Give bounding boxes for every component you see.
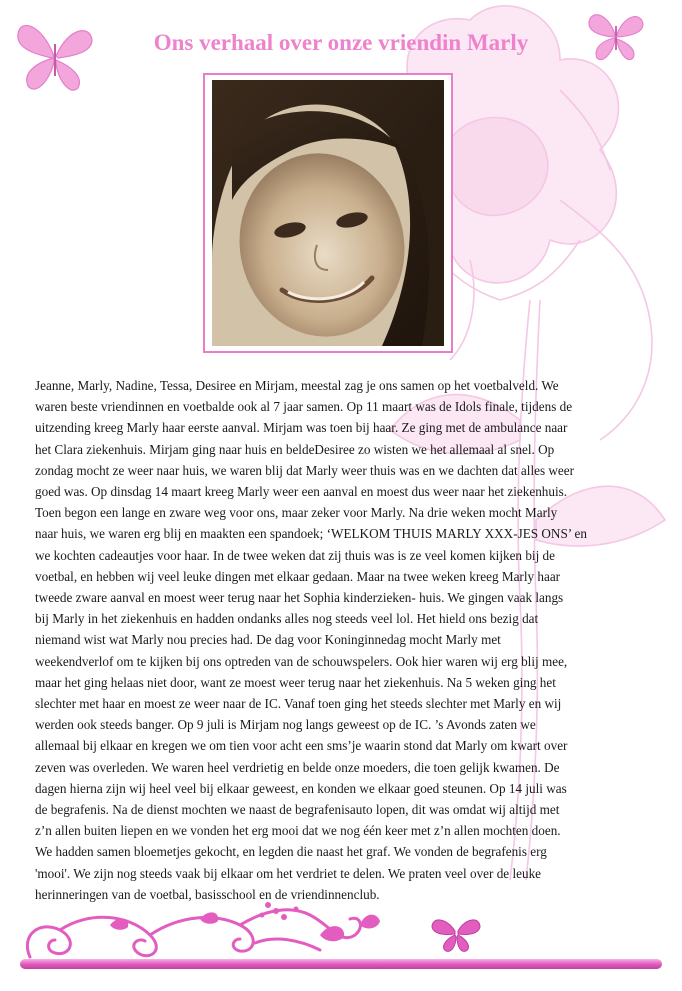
butterfly-icon (432, 920, 480, 951)
page-title: Ons verhaal over onze vriendin Marly (153, 30, 529, 55)
story-line: Toen begon een lange en zware weg voor ons, maar zeker voor Marly. Na drie weken mocht Marly (35, 505, 558, 521)
story-line: voetbal, en hebben wij veel leuke dingen met elkaar gedaan. Maar na twee weken kreeg Marly haar (35, 568, 561, 584)
story-line: zondag mocht ze weer naar huis, we waren blij dat Marly weer thuis was en we dachten dat alles weer (35, 462, 575, 478)
story-line: goed was. Op dinsdag 14 maart kreeg Marly weer een aanval en moest dus weer naar het ziekenhuis. (35, 484, 568, 500)
butterfly-icon (12, 14, 96, 100)
story-line: de begrafenis. Na de dienst mochten we naast de begrafenisauto lopen, dit was omdat wij altijd met (35, 802, 560, 818)
story-line: allemaal bij elkaar en kregen we om tien voor acht een sms’je waarin stond dat Marly om kwart over (35, 738, 568, 754)
story-line: dagen hierna zijn wij heel veel bij elkaar geweest, en konden we elkaar goed steunen. Op 14 juli was (35, 780, 567, 796)
photo-frame (203, 73, 453, 353)
swirl-ornament (0, 895, 682, 991)
story-text (35, 375, 647, 905)
story-line: niemand wist wat Marly nou precies had. De dag voor Koninginnedag mocht Marly met (35, 632, 501, 648)
story-line: weekendverlof om te kijken bij ons optreden van de schouwspelers. Ook hier waren wij erg blij mee, (35, 653, 568, 669)
story-line: herinneringen van de voetbal, basisschool en de vriendinnenclub. (35, 886, 380, 902)
story-line: bij Marly in het ziekenhuis en hadden ondanks alles nog steeds veel lol. Het hield ons bezig dat (35, 611, 539, 627)
story-line: slechter met haar en moest ze weer naar de IC. Vanaf toen ging het steeds slechter met Marly en wij (35, 696, 562, 712)
story-line: Jeanne, Marly, Nadine, Tessa, Desiree en Mirjam, meestal zag je ons samen op het voetbalveld. We (35, 378, 559, 393)
story-line: uitzending kreeg Marly haar eerste aanval. Mirjam was toen bij haar. Ze ging met de ambulance naar (35, 420, 568, 436)
story-line: werden ook steeds banger. Op 9 juli is Mirjam nog langs geweest op de IC. ’s Avonds zaten we (35, 717, 536, 733)
story-line: z’n allen buiten liepen en we vonden het erg mooi dat we nog één keer met z’n allen mochten doen. (35, 823, 561, 839)
story-line: we kochten cadeautjes voor haar. In de twee weken dat zij thuis was is ze veel komen kijken bij de (35, 547, 555, 563)
story-line: waren beste vriendinnen en voetbalde ook al 7 jaar samen. Op 11 maart was de Idols finale, tijdens de (35, 399, 573, 415)
story-line: het Clara ziekenhuis. Mirjam ging naar huis en beldeDesiree zo wisten we het allemaal al snel. Op (35, 441, 555, 457)
story-line: tweede zware aanval en moest weer terug naar het Sophia kinderzieken- huis. We gingen vaak langs (35, 590, 564, 606)
story-line: naar huis, we waren erg blij en maakten een spandoek; ‘WELKOM THUIS MARLY XXX-JES ONS’ en (35, 526, 587, 542)
story-line: maar het ging helaas niet door, want ze moest weer terug naar het ziekenhuis. Na 5 weken ging het (35, 674, 556, 690)
story-line: zeven was overleden. We waren heel verdrietig en belde onze moeders, die toen gelijk kwamen. De (35, 759, 560, 775)
portrait-photo (212, 80, 444, 346)
story-line: We hadden samen bloemetjes gekocht, en legden die naast het graf. We vonden de begrafenis erg (35, 844, 547, 860)
story-line: 'mooi'. We zijn nog steeds vaak bij elkaar om het verdriet te delen. We praten veel over de leuke (35, 865, 542, 881)
